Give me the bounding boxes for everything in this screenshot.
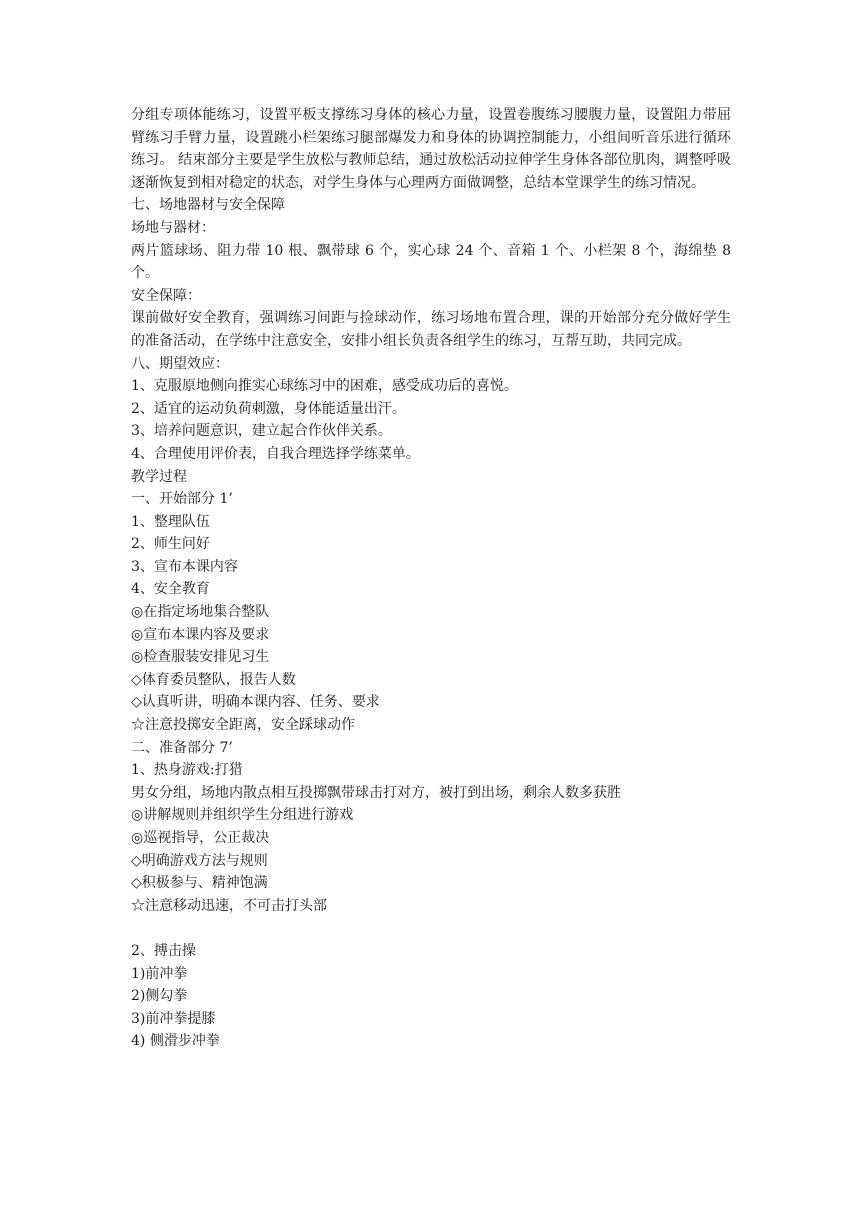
heading-section-8: 八、期望效应：: [131, 355, 229, 372]
list-item: ◎巡视指导，公正裁决: [131, 830, 270, 846]
list-item: 2、师生问好: [131, 536, 210, 553]
list-item: ◇体育委员整队，报告人数: [131, 671, 296, 688]
list-item: 4、安全教育: [131, 581, 210, 598]
heading-section-7: 七、场地器材与安全保障: [131, 197, 285, 214]
list-item: 3)前冲拳提膝: [131, 1010, 216, 1027]
list-item: 4、合理使用评价表，自我合理选择学练菜单。: [131, 445, 420, 462]
list-item: ◎在指定场地集合整队: [131, 604, 270, 621]
blank-line: [131, 917, 731, 940]
paragraph-safety: 课前做好安全教育，强调练习间距与捡球动作，练习场地布置合理，课的开始部分充分做好学生的准备活动，在学练中注意安全，安排小组长负责各组学生的练习，互帮互助，共同完成。: [131, 310, 731, 349]
list-item: 1、热身游戏:打猎: [131, 762, 243, 779]
list-item: ◇明确游戏方法与规则: [131, 852, 268, 869]
paragraph-intro: 分组专项体能练习，设置平板支撑练习身体的核心力量，设置卷腹练习腰腹力量，设置阻力带屈臂练习手臂力量，设置跳小栏架练习腿部爆发力和身体的协调控制能力，小组间听音乐进行循环练习。 结束部分主要是学生放松与教师总结，通过放松活动拉伸学生身体各部位肌肉，调整呼吸逐渐恢复到相对稳定的状态，对学生身体与心理两方面做调整，总结本堂课学生的练习情况。: [131, 107, 731, 191]
heading-part-2: 二、准备部分 7’: [131, 739, 233, 756]
label-venue-equipment: 场地与器材：: [131, 219, 215, 236]
list-item: 1)前冲拳: [131, 965, 188, 982]
list-item: 2、适宜的运动负荷刺激，身体能适量出汗。: [131, 400, 406, 417]
list-item: ☆注意投掷安全距离，安全踩球动作: [131, 717, 355, 734]
list-item: 2、搏击操: [131, 942, 196, 959]
list-item: ◇认真听讲，明确本课内容、任务、要求: [131, 694, 380, 711]
list-item: 1、整理队伍: [131, 513, 210, 530]
list-item: 4) 侧滑步冲拳: [131, 1033, 220, 1050]
list-item: 3、培养问题意识，建立起合作伙伴关系。: [131, 423, 392, 440]
list-item: ◎宣布本课内容及要求: [131, 626, 270, 643]
document-body: [131, 104, 731, 1053]
list-item: ◎讲解规则并组织学生分组进行游戏: [131, 807, 354, 824]
list-item: ☆注意移动迅速，不可击打头部: [131, 897, 327, 914]
list-item: ◇积极参与、精神饱满: [131, 875, 268, 892]
heading-teaching-process: 教学过程: [131, 468, 187, 485]
list-item: 3、宣布本课内容: [131, 558, 238, 575]
label-safety: 安全保障：: [131, 287, 201, 304]
heading-part-1: 一、开始部分 1’: [131, 491, 233, 508]
paragraph-game-rules: 男女分组，场地内散点相互投掷飘带球击打对方，被打到出场，剩余人数多获胜: [131, 784, 621, 801]
paragraph-equipment-list: 两片篮球场、阻力带 10 根、飘带球 6 个，实心球 24 个、音箱 1 个、小栏架 8 个，海绵垫 8 个。: [131, 242, 731, 282]
list-item: 1、克服原地侧向推实心球练习中的困难，感受成功后的喜悦。: [131, 378, 518, 395]
list-item: 2)侧勾拳: [131, 988, 188, 1005]
list-item: ◎检查服装安排见习生: [131, 649, 270, 666]
